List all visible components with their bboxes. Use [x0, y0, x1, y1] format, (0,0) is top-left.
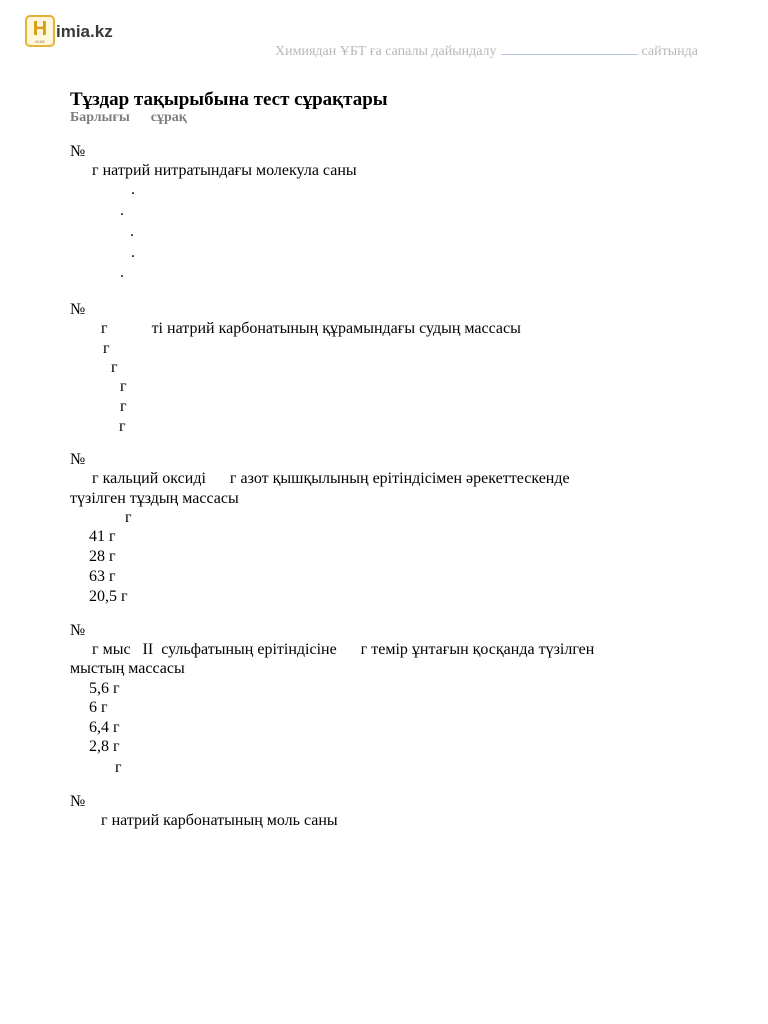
question-1-option-a: .	[131, 181, 135, 198]
page-header	[275, 43, 698, 60]
question-4-option-a: 5,6 г	[89, 680, 120, 697]
question-2-option-a: г	[103, 340, 110, 357]
question-3-option-a: г	[125, 509, 132, 526]
question-4-text-line2: мыстың массасы	[70, 660, 185, 677]
question-5-number: №	[70, 793, 86, 810]
logo-letter: H	[32, 18, 48, 40]
question-3-option-e: 20,5 г	[89, 588, 128, 605]
logo-text: imia.kz	[56, 22, 113, 41]
question-2-number: №	[70, 301, 86, 318]
question-3-text-line2: түзілген тұздың массасы	[70, 490, 239, 507]
question-3-option-b: 41 г	[89, 528, 116, 545]
header-link-blank[interactable]	[501, 43, 638, 55]
question-2-option-e: г	[119, 418, 126, 435]
header-text-before: Химиядан ҰБТ ға сапалы дайындалу	[275, 44, 497, 59]
question-4-number: №	[70, 622, 86, 639]
question-4-option-c: 6,4 г	[89, 719, 120, 736]
question-1-option-e: .	[120, 264, 124, 281]
question-3-option-c: 28 г	[89, 548, 116, 565]
question-1-option-c: .	[130, 223, 134, 240]
question-4-option-e: г	[115, 759, 122, 776]
logo	[25, 14, 113, 48]
question-2-option-b: г	[111, 359, 118, 376]
question-1-option-b: .	[120, 202, 124, 219]
question-1-number: №	[70, 143, 86, 160]
question-3-option-d: 63 г	[89, 568, 116, 585]
question-2-option-c: г	[120, 378, 127, 395]
page-title: Тұздар тақырыбына тест сұрақтары	[70, 89, 388, 110]
header-text-after: сайтында	[641, 44, 698, 59]
question-2-option-d: г	[120, 398, 127, 415]
logo-icon	[25, 15, 55, 47]
question-2-text: г ті натрий карбонатының құрамындағы судың массасы	[101, 320, 521, 337]
question-5-text: г натрий карбонатының моль саны	[101, 812, 338, 829]
question-3-number: №	[70, 451, 86, 468]
question-4-text-line1: г мыс II сульфатының ерітіндісіне г темір ұнтағын қосқанда түзілген	[92, 641, 595, 658]
question-1-option-d: .	[131, 244, 135, 261]
logo-tagline: H.KZ	[35, 39, 45, 44]
question-1-text: г натрий нитратындағы молекула саны	[92, 162, 357, 179]
question-3-text-line1: г кальций оксиді г азот қышқылының ерітіндісімен әрекеттескенде	[92, 470, 570, 487]
page-subtitle: Барлығы сұрақ	[70, 110, 187, 125]
question-4-option-d: 2,8 г	[89, 738, 120, 755]
question-4-option-b: 6 г	[89, 699, 108, 716]
